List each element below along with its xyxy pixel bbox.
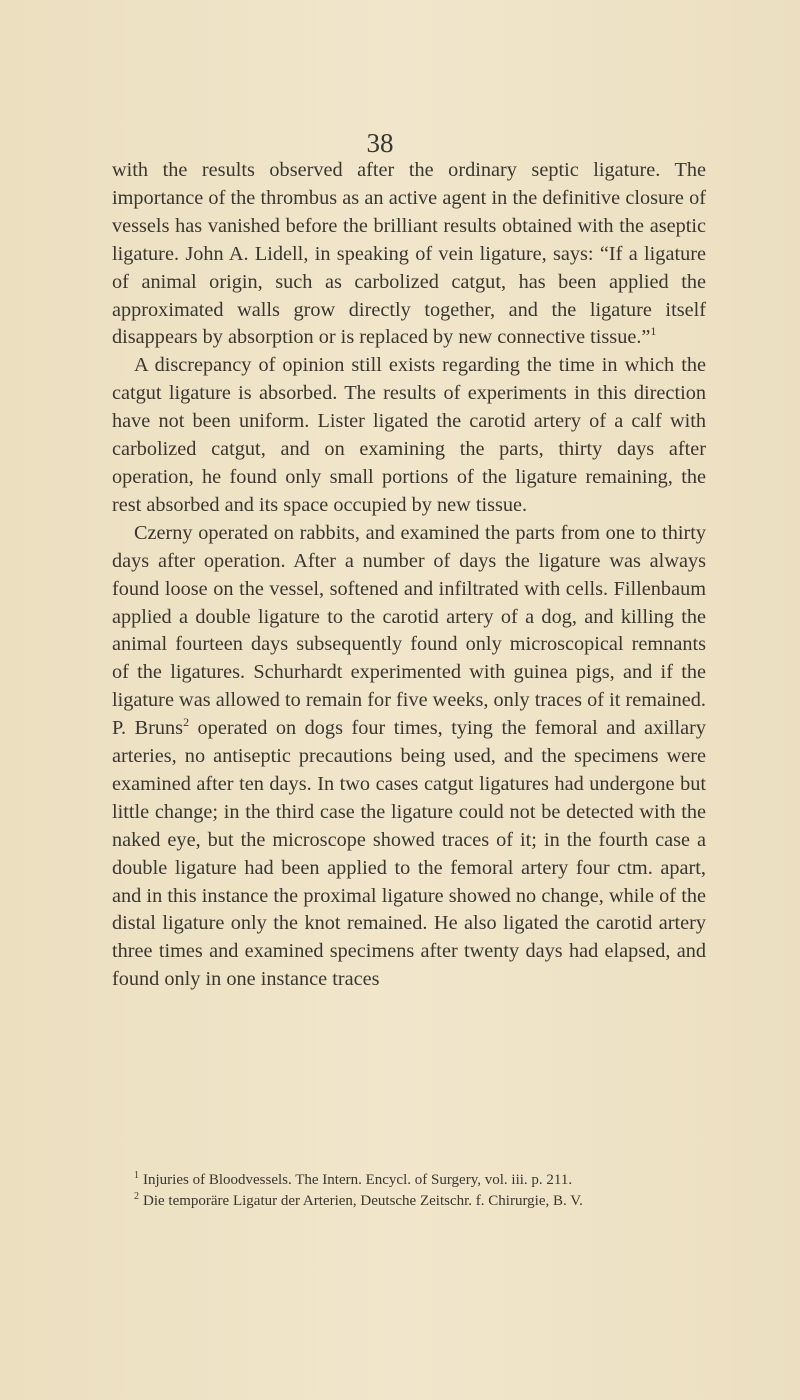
paragraph-2: A discrepancy of opinion still exists regarding the time in which the catgut ligature is absorbed. The results of experiments in this direction have not been uniform. Lister ligated the carotid artery of a calf with carbolized catgut, and on examining the parts, thirty days after operation, he found only small portions of the ligature remaining, the rest absorbed and its space occupied by new tissue.	[112, 354, 706, 516]
footnote-1-text: Injuries of Bloodvessels. The Intern. Encycl. of Surgery, vol. iii. p. 211.	[143, 1172, 573, 1188]
footnote-2-text: Die temporäre Ligatur der Arterien, Deutsche Zeitschr. f. Chirurgie, B. V.	[143, 1193, 583, 1209]
page-number: 38	[366, 128, 394, 158]
body-text	[112, 157, 706, 994]
paragraph-1-text: with the results observed after the ordinary septic ligature. The importance of the thrombus as an active agent in the definitive closure of vessels has vanished before the brilliant results obtained with the aseptic ligature. John A. Lidell, in speaking of vein ligature, says: “If a ligature of animal origin, such as carbolized catgut, has been applied the approximated walls grow directly together, and the ligature itself disappears by absorption or is replaced by new connective tissue.”	[112, 159, 706, 349]
footnote-ref-1: 1	[650, 324, 657, 339]
footnote-2	[112, 1191, 706, 1212]
paragraph-1	[112, 157, 706, 352]
paragraph-3-text-a: Czerny operated on rabbits, and examined the parts from one to thirty days after operation. After a number of days the ligature was always found loose on the vessel, softened and infiltrated with cells. Fillenbaum applied a double ligature to the carotid artery of a dog, and killing the animal fourteen days subsequently found only microscopical remnants of the ligatures. Schurhardt experimented with guinea pigs, and if the ligature was allowed to remain for five weeks, only traces of it remained. P. Bruns	[112, 521, 706, 740]
footnote-1	[112, 1170, 706, 1191]
footnote-ref-2: 2	[183, 715, 190, 730]
footnote-1-marker: 1	[134, 1170, 139, 1181]
paragraph-3	[112, 520, 706, 994]
footnote-2-marker: 2	[134, 1191, 139, 1202]
paragraph-3-text-b: operated on dogs four times, tying the femoral and axillary arteries, no antiseptic precautions being used, and the specimens were examined after ten days. In two cases catgut ligatures had undergone but little change; in the third case the ligature could not be detected with the naked eye, but the microscope showed traces of it; in the fourth case a double ligature had been applied to the femoral artery four ctm. apart, and in this instance the proximal ligature showed no change, while of the distal ligature only the knot remained. He also ligated the carotid artery three times and examined specimens after twenty days had elapsed, and found only in one instance traces	[112, 717, 706, 991]
footnotes	[112, 1170, 706, 1212]
